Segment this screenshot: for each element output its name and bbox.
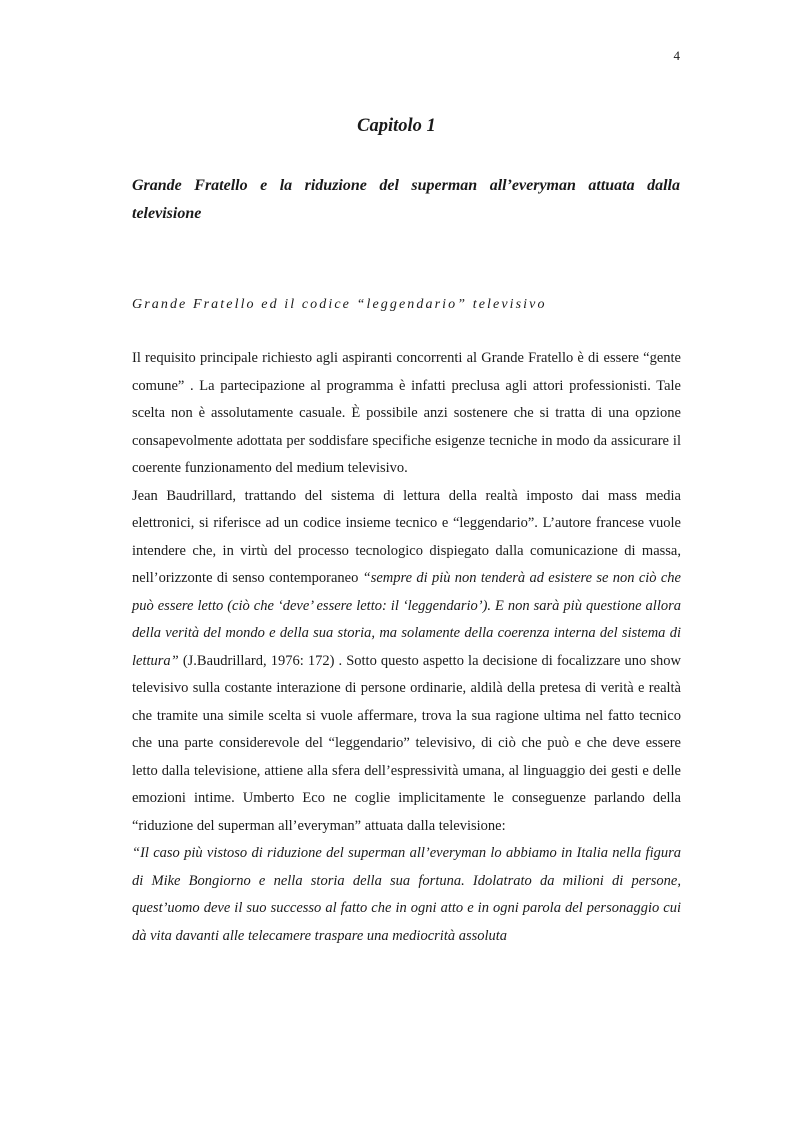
section-title-line-1: Grande Fratello e la riduzione del superman all’everyman attuata dalla — [132, 177, 680, 194]
baudrillard-quote: “sempre di più non tenderà ad esistere se non ciò che può essere letto (ciò che ‘deve’ essere letto: il ‘leggendario’). E non sarà più questione allora della verità del mondo e della sua storia, ma solamente della coerenza interna del sistema di lettura” — [132, 570, 681, 669]
paragraph-2 — [132, 483, 681, 841]
paragraph-3-eco-quote — [132, 840, 681, 950]
paragraph-1: Il requisito principale richiesto agli aspiranti concorrenti al Grande Fratello è di essere “gente comune” . La partecipazione al programma è infatti preclusa agli attori professionisti. Tale scelta non è assolutamente casuale. È possibile anzi sostenere che si tratta di una opzione consapevolmente adottata per soddisfare specifiche esigenze tecniche in modo da assicurare il coerente funzionamento del medium televisivo. — [132, 350, 681, 476]
page-number: 4 — [673, 48, 680, 63]
paragraph-2-intro: Jean Baudrillard, trattando del sistema di lettura della realtà imposto dai mass media elettronici, si riferisce ad un codice insieme tecnico e “leggendario”. L’autore francese vuole intendere che, in virtù del processo tecnologico dispiegato dalla comunicazione di massa, nell’orizzonte di senso contemporaneo — [132, 487, 681, 586]
section-title — [132, 172, 680, 228]
subsection-title: Grande Fratello ed il codice “leggendario” televisivo — [132, 297, 547, 312]
eco-quote: “Il caso più vistoso di riduzione del superman all’everyman lo abbiamo in Italia nella figura di Mike Bongiorno e nella storia della sua fortuna. Idolatrato da milioni di persone, quest’uomo deve il suo successo al fatto che in ogni atto e in ogni parola del personaggio cui dà vita davanti alle telecamere traspare una mediocrità assoluta — [132, 845, 681, 944]
paragraph-2-continuation: (J.Baudrillard, 1976: 172) . Sotto questo aspetto la decisione di focalizzare uno show televisivo sulla costante interazione di persone ordinarie, aldilà della pretesa di verità e realtà che tramite una simile scelta si vuole affermare, trova la sua ragione ultima nel fatto tecnico che una parte considerevole del “leggendario” televisivo, di ciò che può e che deve essere letto dalla televisione, attiene alla sfera dell’espressività umana, al linguaggio dei gesti e delle emozioni intime. Umberto Eco ne coglie implicitamente le conseguenze parlando della “riduzione del superman all’everyman” attuata dalla televisione: — [132, 652, 681, 834]
body-text — [132, 345, 681, 950]
section-title-line-2: televisione — [132, 205, 202, 222]
chapter-title: Capitolo 1 — [357, 116, 436, 136]
